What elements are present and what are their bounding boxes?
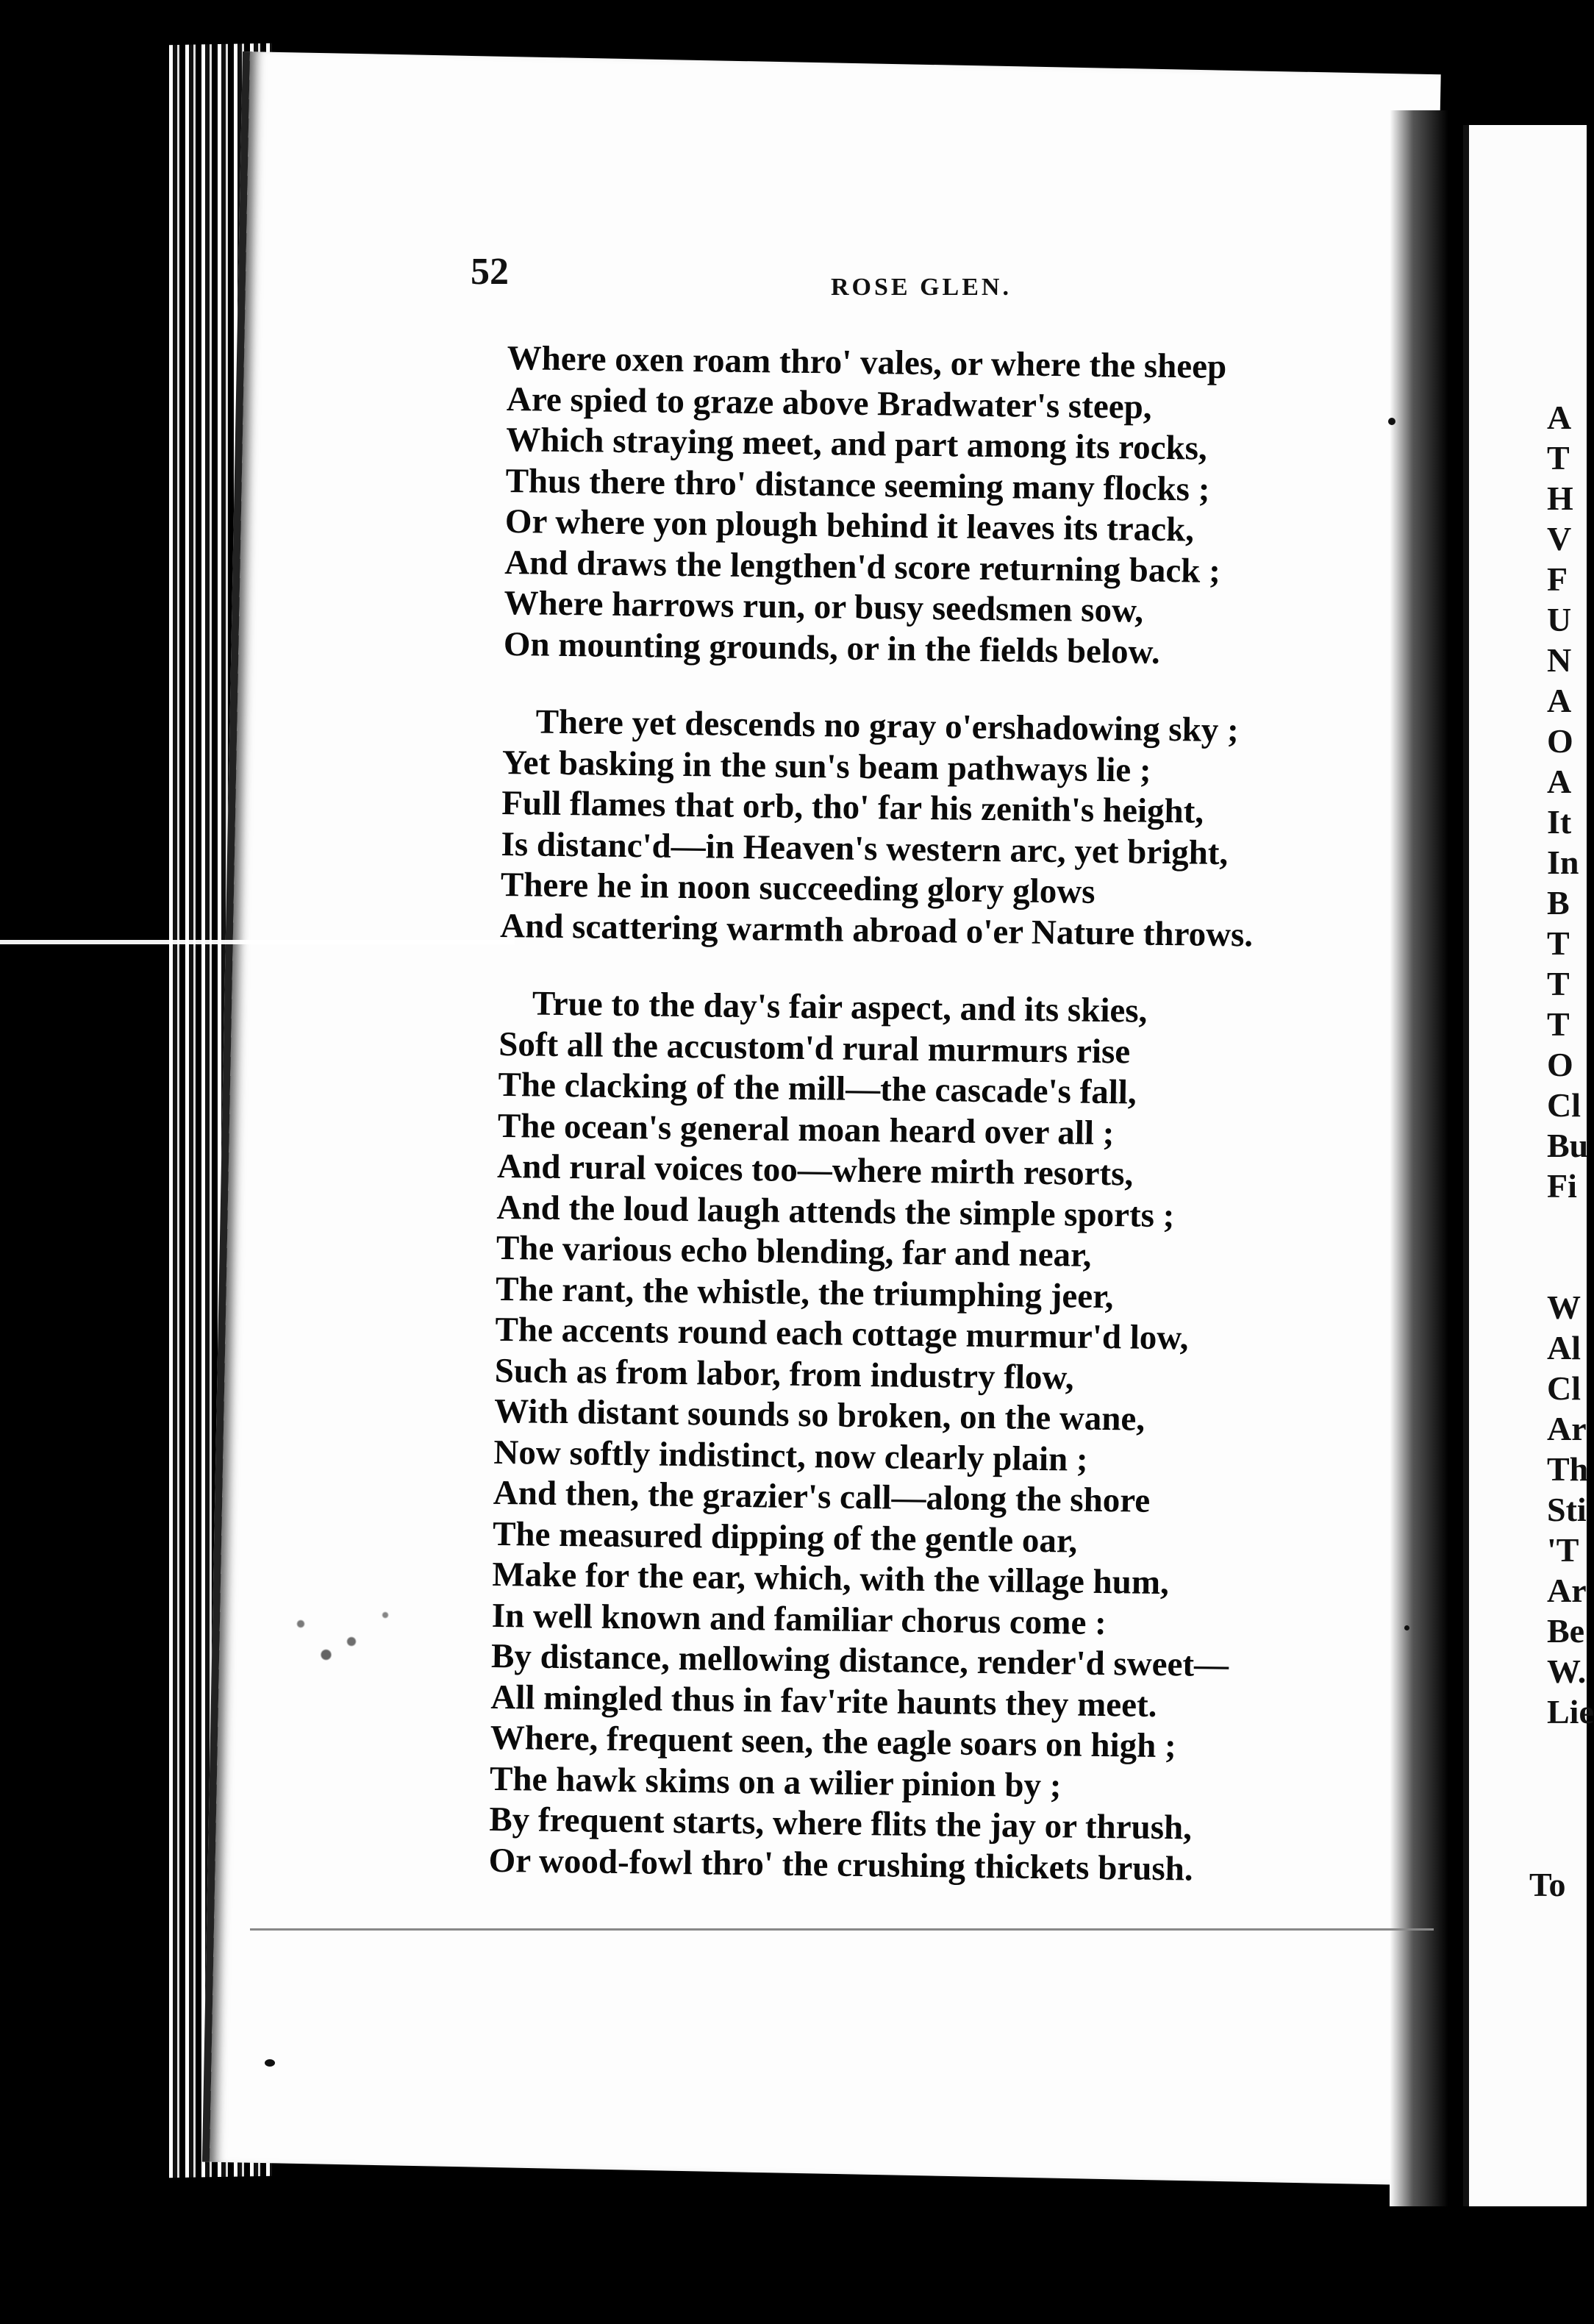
right-fragment: T — [1547, 1005, 1570, 1043]
poem-line: Is distanc'd—in Heaven's western arc, yet bright, — [501, 824, 1229, 872]
right-fragment: Al — [1547, 1329, 1581, 1366]
poem-line: Such as from labor, from industry flow, — [494, 1351, 1074, 1397]
poem-line: The ocean's general moan heard over all ; — [497, 1106, 1115, 1152]
poem-line: The clacking of the mill—the cascade's fall, — [498, 1065, 1137, 1112]
scan-artifact-line — [0, 940, 515, 944]
poem-line: By distance, mellowing distance, render'd sweet— — [490, 1636, 1229, 1685]
poem-line: The hawk skims on a wilier pinion by ; — [489, 1759, 1062, 1805]
right-fragment: It — [1547, 803, 1572, 841]
right-fragment: Cl — [1547, 1086, 1581, 1124]
right-fragment: Lie — [1547, 1693, 1594, 1730]
speck — [1404, 1625, 1409, 1630]
poem-line: Where, frequent seen, the eagle soars on high ; — [490, 1718, 1176, 1766]
right-fragment: Th — [1547, 1450, 1589, 1488]
poem-line: Which straying meet, and part among its rocks, — [505, 420, 1208, 468]
poem-line: Soft all the accustom'd rural murmurs rise — [498, 1024, 1131, 1071]
poem-line: There he in noon succeeding glory glows — [500, 865, 1096, 911]
page-stain — [250, 1589, 419, 1677]
right-fragment: W. — [1547, 1653, 1587, 1690]
poem-line: And scattering warmth abroad o'er Nature throws. — [499, 906, 1254, 954]
right-gap — [1547, 1206, 1594, 1287]
page-fold-line — [250, 1928, 1434, 1931]
poem-line: True to the day's fair aspect, and its skies, — [532, 984, 1148, 1030]
poem-line: Make for the ear, which, with the village hum, — [492, 1555, 1170, 1603]
poem-line: Are spied to graze above Bradwater's steep, — [506, 379, 1152, 427]
poem-line: The various echo blending, far and near, — [496, 1228, 1092, 1275]
poem-line: In well known and familiar chorus come : — [491, 1596, 1107, 1642]
poem-line: Full flames that orb, tho' far his zenith's height, — [501, 783, 1204, 831]
right-fragment: Bu — [1547, 1127, 1589, 1164]
right-fragment: V — [1547, 520, 1572, 557]
running-head: ROSE GLEN. — [831, 274, 1012, 301]
right-fragment: A — [1547, 399, 1572, 436]
right-fragment: Ar — [1547, 1410, 1587, 1447]
right-fragment: A — [1547, 682, 1572, 719]
right-fragment: N — [1547, 641, 1572, 679]
right-fragment: Fi — [1547, 1167, 1577, 1205]
poem-line: And draws the lengthen'd score returning back ; — [504, 543, 1221, 591]
right-fragment: U — [1547, 601, 1572, 638]
right-fragment: A — [1547, 763, 1572, 800]
right-fragment: T — [1547, 439, 1570, 477]
poem-text — [488, 338, 1390, 1929]
right-fragment: T — [1547, 924, 1570, 962]
right-fragment: T — [1547, 965, 1570, 1002]
right-fragment: Ar — [1547, 1572, 1587, 1609]
speck — [265, 2059, 275, 2067]
poem-line: And then, the grazier's call—along the shore — [493, 1473, 1151, 1520]
right-fragment: Sti — [1547, 1491, 1587, 1528]
stanza-2 — [500, 702, 1385, 958]
right-fragment: B — [1547, 884, 1570, 922]
poem-line: Where oxen roam thro' vales, or where the sheep — [507, 338, 1227, 386]
poem-line: On mounting grounds, or in the fields below. — [503, 624, 1160, 671]
gutter-shadow — [1390, 110, 1448, 2206]
right-fragment: F — [1547, 560, 1568, 598]
poem-line: The accents round each cottage murmur'd low, — [495, 1310, 1189, 1358]
right-fragment: Be — [1547, 1612, 1585, 1650]
poem-line: There yet descends no gray o'ershadowing sky ; — [535, 702, 1240, 750]
poem-line: By frequent starts, where flits the jay or thrush, — [489, 1800, 1193, 1847]
speck — [1388, 418, 1395, 425]
page-number: 52 — [471, 251, 509, 293]
poem-line: And the loud laugh attends the simple sports ; — [496, 1188, 1175, 1235]
poem-line: And rural voices too—where mirth resorts, — [496, 1147, 1134, 1194]
right-fragment: O — [1547, 1046, 1573, 1083]
stanza-3 — [488, 983, 1382, 1892]
right-fragment: O — [1547, 722, 1573, 760]
right-fragment: In — [1547, 844, 1579, 881]
poem-line: All mingled thus in fav'rite haunts they meet. — [490, 1678, 1157, 1725]
right-fragment-last: To — [1529, 1866, 1566, 1903]
poem-line: The measured dipping of the gentle oar, — [492, 1514, 1078, 1561]
right-fragment: H — [1547, 480, 1573, 517]
poem-line: Now softly indistinct, now clearly plain ; — [493, 1433, 1088, 1479]
right-fragment: Cl — [1547, 1369, 1581, 1407]
right-fragment: W — [1547, 1288, 1581, 1326]
poem-line: The rant, the whistle, the triumphing jeer, — [495, 1269, 1114, 1316]
poem-line: Yet basking in the sun's beam pathways lie ; — [501, 743, 1151, 790]
poem-line: Or wood-fowl thro' the crushing thickets brush. — [488, 1841, 1193, 1889]
stanza-1 — [504, 338, 1390, 676]
poem-line: Thus there thro' distance seeming many flocks ; — [505, 461, 1210, 509]
right-page-fragments — [1547, 397, 1594, 1732]
poem-line: Or where yon plough behind it leaves its track, — [504, 502, 1195, 549]
poem-line: With distant sounds so broken, on the wane, — [493, 1391, 1146, 1439]
right-fragment: 'T — [1547, 1531, 1579, 1569]
poem-line: Where harrows run, or busy seedsmen sow, — [504, 583, 1144, 630]
